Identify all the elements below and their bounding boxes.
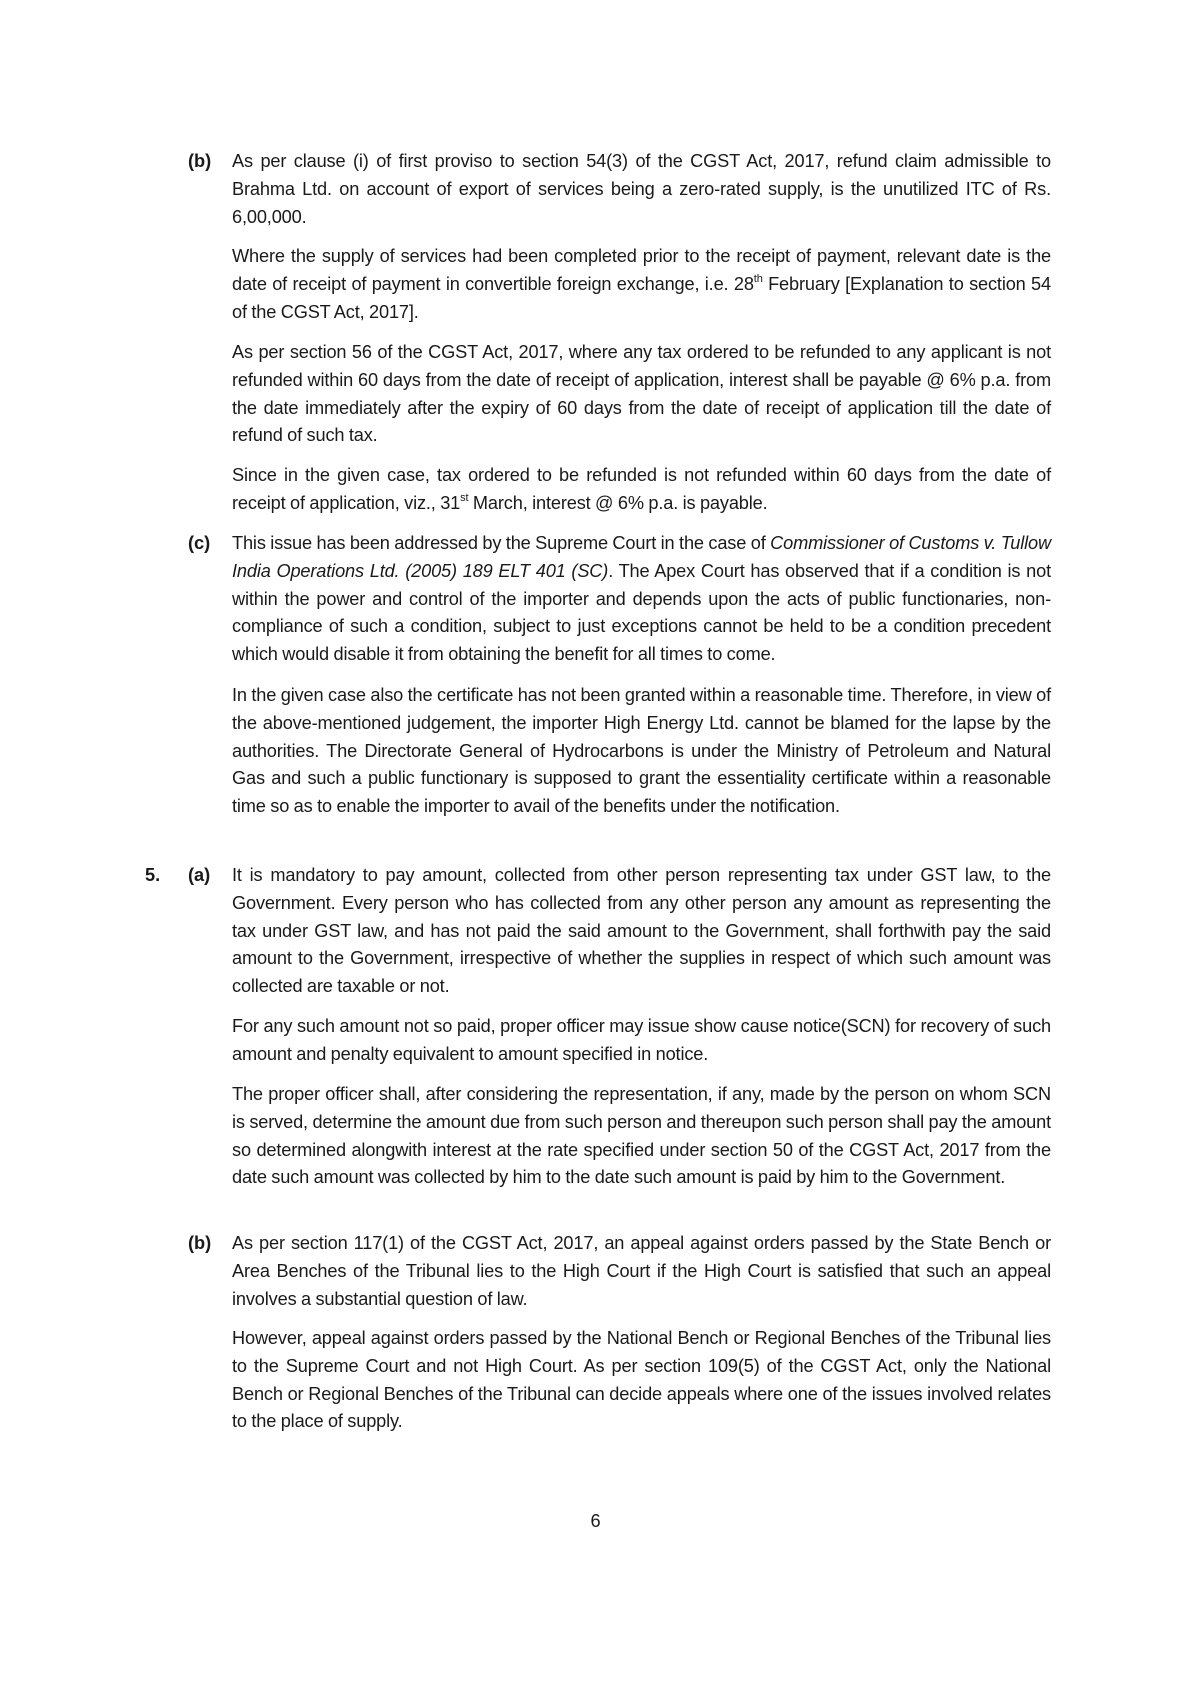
- answer-c-para-1: [232, 530, 1051, 669]
- answer-5a-para-3: [232, 1081, 1051, 1192]
- answer-5a-para-2: [232, 1013, 1051, 1069]
- paragraph: As per section 117(1) of the CGST Act, 2017, an appeal against orders passed by the State Bench or Area Benches of the Tribunal lies to the High Court if the High Court is satisfied that such an appeal involves a substantial question of law.: [232, 1233, 1051, 1309]
- paragraph: As per section 56 of the CGST Act, 2017, where any tax ordered to be refunded to any applicant is not refunded within 60 days from the date of receipt of application, interest shall be payable @ 6% p.a. from the date immediately after the expiry of 60 days from the date of receipt of application till the date of refund of such tax.: [232, 342, 1051, 446]
- case-citation: Commissioner of Customs v. Tullow India Operations Ltd. (2005) 189 ELT 401 (SC): [232, 533, 1051, 581]
- answer-b-para-2: [232, 243, 1051, 326]
- answer-b-para-1: [232, 148, 1051, 231]
- answer-5b-para-1: [232, 1230, 1051, 1313]
- sub-question-label-a: (a): [188, 865, 211, 885]
- paragraph: The proper officer shall, after considering the representation, if any, made by the person on whom SCN is served, determine the amount due from such person and thereupon such person shall pay the amount so determined alongwith interest at the rate specified under section 50 of the CGST Act, 2017 from the date such amount was collected by him to the date such amount is paid by him to the Government.: [232, 1084, 1051, 1188]
- sub-question-label-b: (b): [188, 151, 212, 171]
- paragraph: For any such amount not so paid, proper officer may issue show cause notice(SCN) for recovery of such amount and penalty equivalent to amount specified in notice.: [232, 1016, 1051, 1064]
- paragraph: [232, 243, 1051, 326]
- answer-b-para-3: [232, 339, 1051, 450]
- text-run: This issue has been addressed by the Supreme Court in the case of: [232, 533, 771, 553]
- text-run: Since in the given case, tax ordered to be refunded is not refunded within 60 days from the date of receipt of application, viz., 31: [232, 465, 1051, 513]
- text-run: Where the supply of services had been completed prior to the receipt of payment, relevant date is the date of receipt of payment in convertible foreign exchange, i.e. 28: [232, 246, 1051, 294]
- sub-question-label-c: (c): [188, 533, 211, 553]
- paragraph: In the given case also the certificate has not been granted within a reasonable time. Therefore, in view of the above-mentioned judgement, the importer High Energy Ltd. cannot be blamed for the lapse by the authorities. The Directorate General of Hydrocarbons is under the Ministry of Petroleum and Natural Gas and such a public functionary is supposed to grant the essentiality certificate within a reasonable time so as to enable the importer to avail of the benefits under the notification.: [232, 685, 1051, 817]
- superscript: th: [753, 272, 763, 285]
- answer-5b-para-2: [232, 1325, 1051, 1436]
- paragraph: As per clause (i) of first proviso to section 54(3) of the CGST Act, 2017, refund claim admissible to Brahma Ltd. on account of export of services being a zero-rated supply, is the unutilized ITC of Rs. 6,00,000.: [232, 151, 1051, 227]
- paragraph: [232, 530, 1051, 669]
- question-number-5: 5.: [145, 865, 161, 885]
- answer-5a-para-1: [232, 862, 1051, 1001]
- superscript: st: [460, 491, 469, 504]
- paragraph: It is mandatory to pay amount, collected from other person representing tax under GST law, to the Government. Every person who has collected from any other person any amount as representing the tax under GST law, and has not paid the said amount to the Government, shall forthwith pay the said amount to the Government, irrespective of whether the supplies in respect of which such amount was collected are taxable or not.: [232, 865, 1051, 997]
- text-run: . The Apex Court has observed that if a condition is not within the power and control of the importer and depends upon the acts of public functionaries, non-compliance of such a condition, subject to just exceptions cannot be held to be a condition precedent which would disable it from obtaining the benefit for all times to come.: [232, 560, 1051, 665]
- page-number: 6: [590, 1511, 601, 1531]
- text-run: March, interest @ 6% p.a. is payable.: [468, 492, 768, 513]
- answer-c-para-2: [232, 682, 1051, 821]
- paragraph: However, appeal against orders passed by the National Bench or Regional Benches of the Tribunal lies to the Supreme Court and not High Court. As per section 109(5) of the CGST Act, only the National Bench or Regional Benches of the Tribunal can decide appeals where one of the issues involved relates to the place of supply.: [232, 1328, 1051, 1432]
- answer-b-para-4: [232, 462, 1051, 518]
- sub-question-label-b2: (b): [188, 1233, 212, 1253]
- text-run: February [Explanation to section 54 of the CGST Act, 2017].: [232, 273, 1051, 322]
- paragraph: [232, 462, 1051, 518]
